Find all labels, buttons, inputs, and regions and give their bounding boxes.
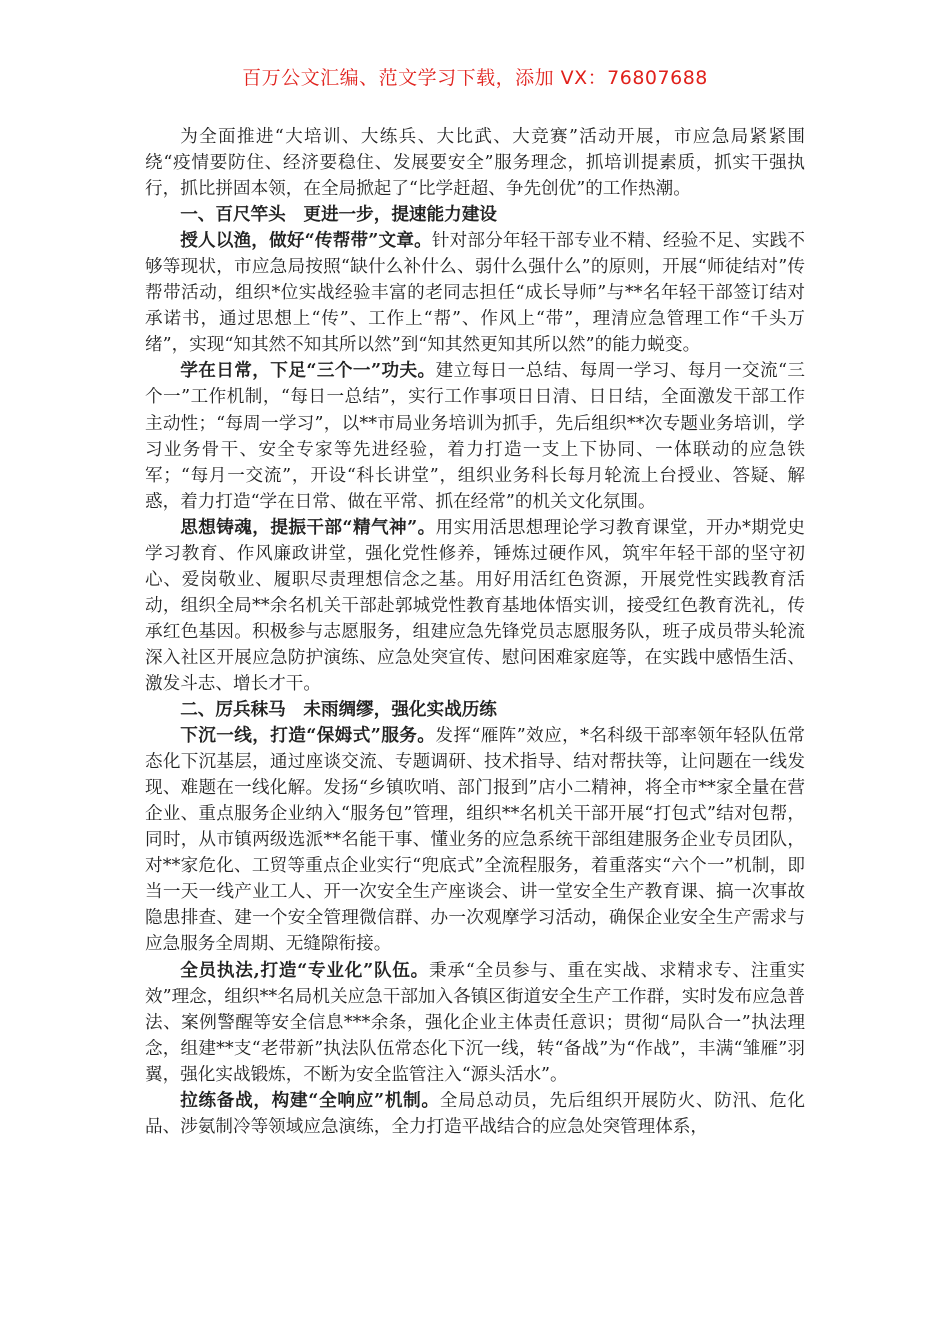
- body-paragraph: [145, 515, 805, 697]
- paragraph-lead: 拉练备战，构建“全响应”机制。: [180, 1089, 440, 1111]
- paragraph-text: 用实用活思想理论学习教育课堂，开办*期党史学习教育、作风廉政讲堂，强化党性修养，锤炼过硬作风，筑牢年轻干部的坚守初心、爱岗敬业、履职尽责理想信念之基。用好用活红色资源，开展党性实践教育活动，组织全局**余名机关干部赴郭城党性教育基地体悟实训，接受红色教育洗礼，传承红色基因。积极参与志愿服务，组建应急先锋党员志愿服务队，班子成员带头轮流深入社区开展应急防护演练、应急处突宣传、慰问困难家庭等，在实践中感悟生活、激发斗志、增长才干。: [145, 517, 805, 694]
- paragraph-text: 建立每日一总结、每周一学习、每月一交流“三个一”工作机制，“每日一总结”，实行工作事项日日清、日日结，全面激发干部工作主动性；“每周一学习”，以**市局业务培训为抓手，先后组织**次专题业务培训，学习业务骨干、安全专家等先进经验，着力打造一支上下协同、一体联动的应急铁军；“每月一交流”，开设“科长讲堂”，组织业务科长每月轮流上台授业、答疑、解惑，着力打造“学在日常、做在平常、抓在经常”的机关文化氛围。: [145, 361, 805, 512]
- body-paragraph: [145, 723, 805, 957]
- body-paragraph: [145, 228, 805, 358]
- paragraph-text: 为全面推进“大培训、大练兵、大比武、大竞赛”活动开展，市应急局紧紧围绕“疫情要防住、经济要稳住、发展要安全”服务理念，抓培训提素质，抓实干强执行，抓比拼固本领，在全局掀起了“比学赶超、争先创优”的工作热潮。: [145, 127, 805, 200]
- paragraph-lead: 学在日常，下足“三个一”功夫。: [180, 360, 436, 382]
- body-paragraph: [145, 124, 805, 202]
- paragraph-lead: 思想铸魂，提振干部“精气神”。: [180, 516, 436, 538]
- body-paragraph: [145, 958, 805, 1088]
- paragraph-text: 发挥“雁阵”效应，*名科级干部率领年轻队伍常态化下沉基层，通过座谈交流、专题调研、技术指导、结对帮扶等，让问题在一线发现、难题在一线化解。发扬“乡镇吹哨、部门报到”店小二精神，将全市**家全量在营企业、重点服务企业纳入“服务包”管理，组织**名机关干部开展“打包式”结对包帮，同时，从市镇两级选派**名能干事、懂业务的应急系统干部组建服务企业专员团队，对**家危化、工贸等重点企业实行“兜底式”全流程服务，着重落实“六个一”机制，即当一天一线产业工人、开一次安全生产座谈会、讲一堂安全生产教育课、搞一次事故隐患排查、建一个安全管理微信群、办一次观摩学习活动，确保企业安全生产需求与应急服务全周期、无缝隙衔接。: [145, 726, 805, 955]
- paragraph-text: 针对部分年轻干部专业不精、经验不足、实践不够等现状，市应急局按照“缺什么补什么、弱什么强什么”的原则，开展“师徒结对”传帮带活动，组织*位实战经验丰富的老同志担任“成长导师”与**名年轻干部签订结对承诺书，通过思想上“传”、工作上“帮”、作风上“带”，理清应急管理工作“千头万绪”，实现“知其然不知其所以然”到“知其然更知其所以然”的能力蜕变。: [145, 231, 805, 356]
- paragraph-lead: 下沉一线，打造“保姆式”服务。: [180, 725, 436, 747]
- paragraph-lead: 全员执法,打造“专业化”队伍。: [180, 959, 430, 981]
- paragraph-text: 全局总动员，先后组织开展防火、防汛、危化品、涉氨制冷等领域应急演练，全力打造平战结合的应急处突管理体系，: [145, 1090, 805, 1137]
- section-heading: 二、厉兵秣马 未雨绸缪，强化实战历练: [180, 699, 497, 721]
- section-heading: 一、百尺竿头 更进一步，提速能力建设: [180, 204, 497, 226]
- document-body: [145, 124, 805, 1140]
- paragraph-text: 秉承“全员参与、重在实战、求精求专、注重实效”理念，组织**名局机关应急干部加入各镇区街道安全生产工作群，实时发布应急普法、案例警醒等安全信息***余条，强化企业主体责任意识；贯彻“局队合一”执法理念，组建**支“老带新”执法队伍常态化下沉一线，转“备战”为“作战”，丰满“雏雁”羽翼，强化实战锻炼，不断为安全监管注入“源头活水”。: [145, 960, 805, 1085]
- paragraph-lead: 授人以渔，做好“传帮带”文章。: [180, 230, 432, 252]
- header-watermark: 百万公文汇编、范文学习下载，添加 VX：76807688: [242, 67, 708, 89]
- body-paragraph: [145, 358, 805, 514]
- body-paragraph: [145, 1088, 805, 1140]
